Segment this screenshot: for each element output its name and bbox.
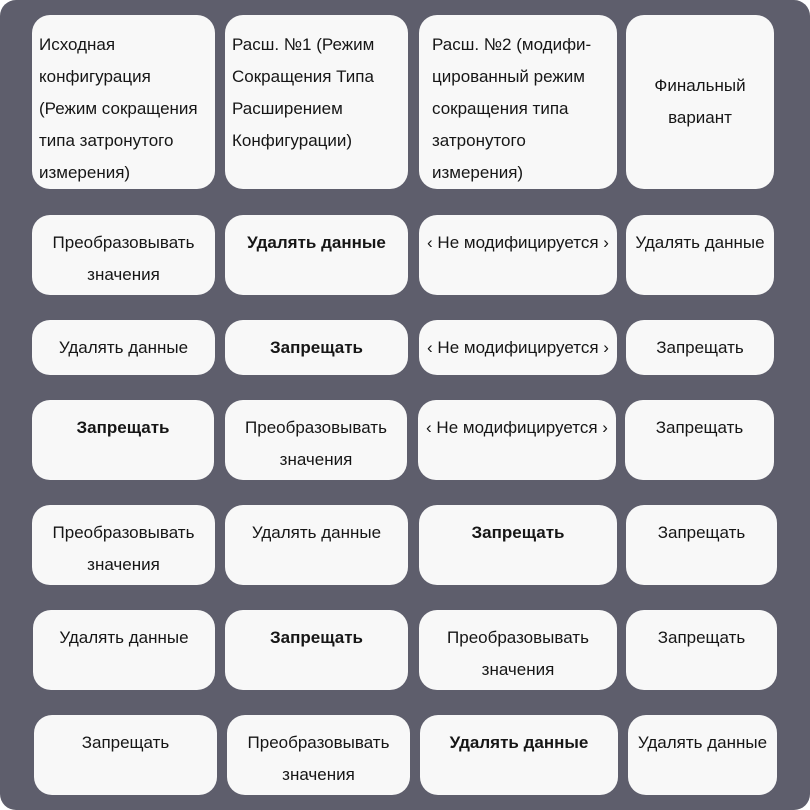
- cell-r6-final-text: Удалять данные: [637, 733, 768, 752]
- cell-r6-original-text: Запрещать: [81, 733, 170, 752]
- cell-r4-final: [626, 505, 777, 585]
- cell-r1-final-text: Удалять данные: [635, 233, 765, 252]
- header-extension-2-text: Расш. №2 (модифи- цированный режим сокращения типа затронутого измерения): [432, 35, 592, 182]
- cell-r5-final-text: Запрещать: [657, 628, 746, 647]
- cell-r6-extension-1: [227, 715, 410, 795]
- cell-r2-extension-2-text: ‹ Не модифицируется ›: [427, 337, 609, 357]
- cell-r3-extension-1-text: Преобразовывать значения: [245, 418, 387, 469]
- cell-r4-original: [32, 505, 215, 585]
- cell-r4-final-text: Запрещать: [657, 523, 746, 542]
- cell-r1-extension-2-text: ‹ Не модифицируется ›: [427, 233, 609, 252]
- cell-r6-original: [34, 715, 217, 795]
- cell-r1-extension-2: [419, 215, 617, 295]
- cell-r2-original: [32, 320, 215, 375]
- cell-r3-extension-2-text: ‹ Не модифицируется ›: [426, 418, 608, 437]
- header-extension-1-text: Расш. №1 (Режим Сокращения Типа Расширением Конфигурации): [232, 35, 375, 150]
- cell-r5-original: [33, 610, 215, 690]
- cell-r3-extension-1: [225, 400, 407, 480]
- cell-r1-extension-1-text: Удалять данные: [247, 233, 386, 252]
- cell-r4-extension-2: [419, 505, 617, 585]
- cell-r3-original: [32, 400, 214, 480]
- header-extension-1: [225, 15, 408, 189]
- cell-r5-extension-1-text: Запрещать: [270, 628, 363, 647]
- cell-r3-final: [625, 400, 774, 480]
- cell-r5-extension-2-text: Преобразовывать значения: [447, 628, 589, 679]
- header-final-variant-text: Финальный вариант: [654, 76, 746, 127]
- cell-r2-original-text: Удалять данные: [58, 337, 189, 357]
- cell-r5-extension-1: [225, 610, 408, 690]
- cell-r3-extension-2: [418, 400, 616, 480]
- cell-r6-final: [628, 715, 777, 795]
- cell-r4-extension-1: [225, 505, 408, 585]
- cell-r3-final-text: Запрещать: [655, 418, 744, 437]
- cell-r2-extension-1-text: Запрещать: [270, 337, 363, 357]
- cell-r6-extension-2: [420, 715, 618, 795]
- header-original-config-text: Исходная конфигурация (Режим сокращения типа затронутого измерения): [39, 35, 198, 182]
- cell-r6-extension-2-text: Удалять данные: [449, 733, 589, 752]
- cell-r5-original-text: Удалять данные: [59, 628, 189, 647]
- cell-r2-extension-1: [225, 320, 408, 375]
- cell-r2-final-text: Запрещать: [656, 337, 744, 357]
- header-original-config: [32, 15, 215, 189]
- cell-r1-original: [32, 215, 215, 295]
- cell-r4-extension-2-text: Запрещать: [471, 523, 565, 542]
- cell-r2-final: [626, 320, 774, 375]
- cell-r1-extension-1: [225, 215, 408, 295]
- cell-r5-final: [626, 610, 777, 690]
- cell-r3-original-text: Запрещать: [76, 418, 170, 437]
- cell-r6-extension-1-text: Преобразовывать значения: [247, 733, 390, 784]
- cell-r2-extension-2: [419, 320, 617, 375]
- cell-r5-extension-2: [419, 610, 617, 690]
- cell-r4-original-text: Преобразовывать значения: [52, 523, 195, 574]
- header-final-variant: [626, 15, 774, 189]
- header-extension-2: [419, 15, 617, 189]
- cell-r4-extension-1-text: Удалять данные: [251, 523, 382, 542]
- cell-r1-final: [626, 215, 774, 295]
- cell-r1-original-text: Преобразовывать значения: [52, 233, 195, 284]
